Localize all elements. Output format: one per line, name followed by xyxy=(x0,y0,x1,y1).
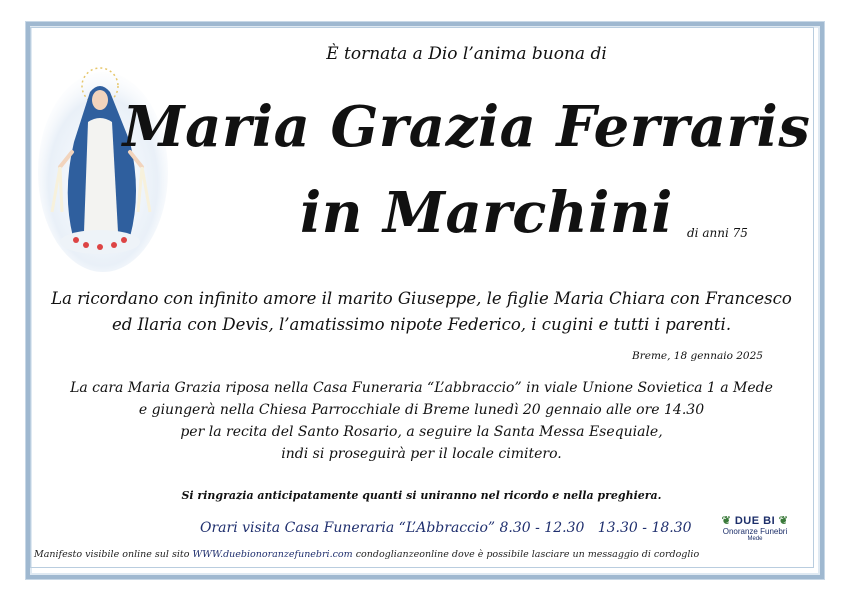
footer-prefix: Manifesto visibile online sul sito xyxy=(34,549,190,560)
logo-subtitle: Onoranze Funebri xyxy=(722,527,788,536)
deceased-name: Maria Grazia Ferraris xyxy=(122,94,811,160)
thanks-text: Si ringrazia anticipatamente quanti si uniranno nel ricordo e nella preghiera. xyxy=(181,489,662,502)
visiting-hours: Orari visita Casa Funeraria “L’Abbraccio” 8.30 - 12.30 13.30 - 18.30 xyxy=(200,520,692,536)
website-link[interactable]: WWW.duebionoranzefunebri.com xyxy=(192,549,353,560)
remembrance-paragraph xyxy=(0,286,843,338)
funeral-home-logo xyxy=(712,514,798,558)
funeral-details xyxy=(0,377,843,465)
logo-brand: ❦ DUE BI ❦ xyxy=(721,515,789,527)
place-date: Breme, 18 gennaio 2025 xyxy=(632,350,763,362)
details-line: La cara Maria Grazia riposa nella Casa Funeraria “L’abbraccio” in viale Unione Sovietica 1 a Mede xyxy=(70,380,773,396)
leaf-icon: ❦ xyxy=(721,515,732,527)
logo-city: Mede xyxy=(747,536,763,542)
remembrance-line: ed Ilaria con Devis, l’amatissimo nipote Federico, i cugini e tutti i parenti. xyxy=(111,315,732,334)
leaf-icon: ❦ xyxy=(778,515,789,527)
age-text: di anni 75 xyxy=(687,226,748,240)
footer-suffix: condoglianzeonline dove è possibile lasciare un messaggio di cordoglio xyxy=(355,549,700,560)
details-line: per la recita del Santo Rosario, a seguire la Santa Messa Esequiale, xyxy=(180,424,663,440)
details-line: e giungerà nella Chiesa Parrocchiale di Breme lunedì 20 gennaio alle ore 14.30 xyxy=(138,402,705,418)
remembrance-line: La ricordano con infinito amore il marito Giuseppe, le figlie Maria Chiara con Francesco xyxy=(51,289,792,308)
footer-text xyxy=(34,549,699,560)
details-line: indi si proseguirà per il locale cimitero. xyxy=(281,446,562,462)
deceased-married-name: in Marchini xyxy=(300,180,673,246)
intro-text: È tornata a Dio l’anima buona di xyxy=(326,44,607,64)
